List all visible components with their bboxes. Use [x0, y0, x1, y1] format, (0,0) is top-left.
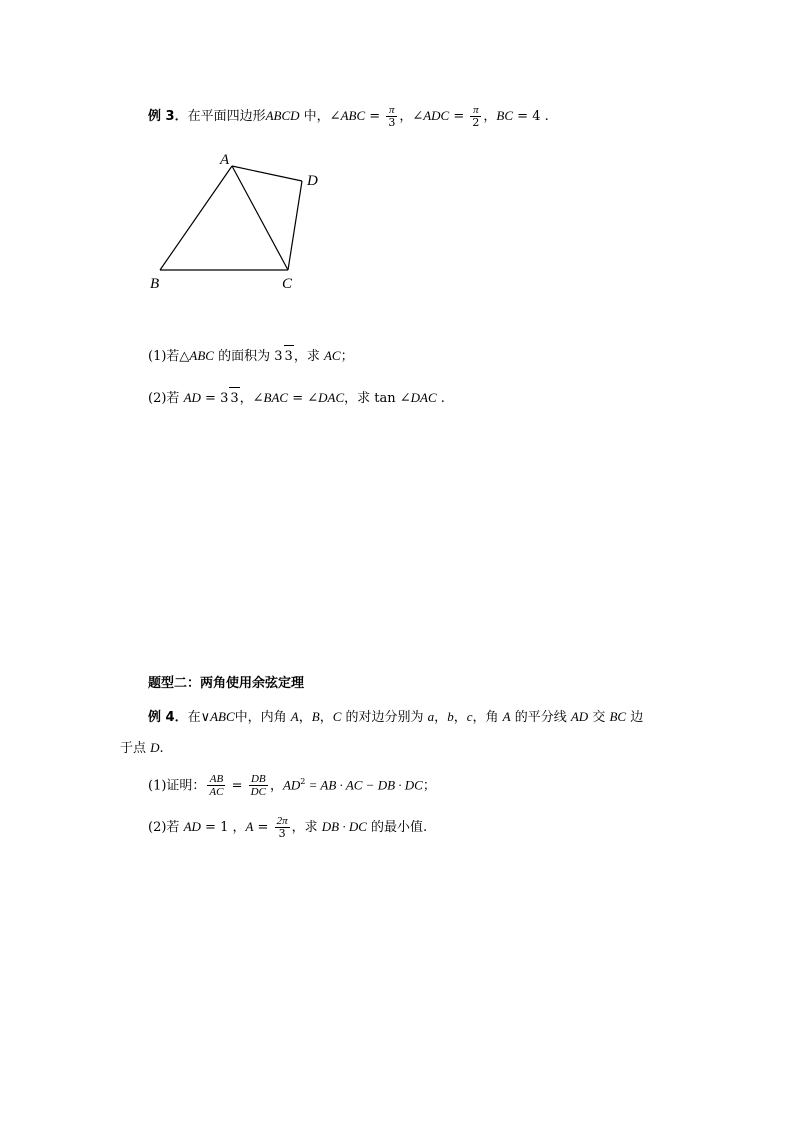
- text: ；: [422, 778, 436, 794]
- text: 中，内角: [234, 710, 291, 725]
- denominator: 3: [278, 827, 286, 840]
- triangle-abc: ABC: [189, 348, 214, 363]
- section-title: 题型二：两角使用余弦定理: [148, 676, 305, 691]
- text: =: [253, 820, 273, 835]
- question-2: [148, 387, 445, 410]
- text: ，: [319, 710, 333, 725]
- example-3-statement: [148, 104, 549, 129]
- var: B: [311, 709, 320, 724]
- text: = 1 ，: [200, 820, 246, 835]
- fraction-ab-ac: [207, 773, 225, 798]
- text: 的平分线: [510, 710, 571, 725]
- text: ，求: [293, 349, 324, 364]
- fraction-pi-2: [470, 104, 481, 129]
- var: b: [447, 709, 454, 724]
- denominator: 3: [388, 116, 396, 129]
- numerator: π: [386, 104, 397, 117]
- text: ；: [340, 349, 354, 364]
- text: ，求: [291, 820, 322, 835]
- text: ，角: [472, 710, 503, 725]
- text: 在平面四边形: [187, 109, 266, 124]
- numerator: AB: [207, 773, 225, 786]
- text: 中，∠: [299, 109, 341, 124]
- numerator: 2π: [276, 815, 288, 827]
- text: =: [227, 778, 247, 794]
- text: ，∠: [239, 391, 264, 406]
- example-4-statement: [148, 706, 643, 729]
- quadrilateral-diagram: [140, 140, 340, 300]
- var: A: [245, 819, 254, 834]
- text: ，∠: [399, 109, 424, 124]
- numerator: π: [470, 104, 481, 117]
- fraction-2pi-3: [275, 815, 290, 840]
- text: 边: [626, 710, 644, 725]
- expression: DB · DC: [321, 819, 367, 834]
- text: =: [449, 109, 469, 124]
- quad-name: ABCD: [265, 108, 300, 123]
- segment-bc: BC: [496, 108, 514, 123]
- text: .: [436, 391, 445, 406]
- text: 于点: [120, 741, 151, 756]
- example-4-label: 例 4．: [148, 710, 188, 725]
- part-1: [148, 771, 436, 798]
- triangle-abc: ABC: [210, 709, 235, 724]
- segment-bc: BC: [609, 709, 627, 724]
- var: a: [427, 709, 435, 724]
- expression: = AB · AC − DB · DC: [305, 777, 423, 793]
- text: ，: [434, 710, 448, 725]
- angle-adc: ADC: [423, 108, 450, 123]
- part-2: [148, 815, 427, 840]
- text: 的对边分别为: [341, 710, 428, 725]
- text: ，: [453, 710, 467, 725]
- text: =: [365, 109, 385, 124]
- angle-dac: DAC: [318, 390, 345, 405]
- vertex-d-label: D: [307, 173, 318, 189]
- vertex-b-label: B: [150, 276, 160, 292]
- angle-dac: DAC: [410, 390, 437, 405]
- fraction-pi-3: [386, 104, 397, 129]
- vertex-c-label: C: [282, 276, 293, 292]
- var: C: [332, 709, 342, 724]
- sqrt-3: 3: [229, 387, 239, 410]
- edge-ad: [232, 166, 302, 181]
- fraction-db-dc: [249, 773, 268, 798]
- var: D: [150, 740, 160, 755]
- text: (2)若: [148, 820, 184, 835]
- text: 在∨: [187, 710, 211, 725]
- denominator: AC: [209, 786, 224, 799]
- question-1: [148, 345, 354, 368]
- angle-abc: ABC: [340, 108, 366, 123]
- text: (1)若△: [148, 349, 190, 364]
- edge-dc: [288, 181, 302, 270]
- exponent: 2: [300, 777, 306, 786]
- segment-ad: AD: [183, 819, 201, 834]
- segment-ac: AC: [323, 348, 341, 363]
- example-3-label: 例 3．: [148, 109, 188, 124]
- text: = 4 .: [513, 109, 549, 124]
- text: 交: [588, 710, 610, 725]
- angle-bac: BAC: [263, 390, 289, 405]
- text: ，: [483, 109, 497, 124]
- denominator: DC: [250, 786, 266, 799]
- numerator: DB: [249, 773, 268, 786]
- text: .: [159, 741, 164, 756]
- segment-ad: AD: [282, 777, 301, 793]
- sqrt-3: 3: [284, 345, 294, 368]
- text: ，: [298, 710, 312, 725]
- text: = ∠: [288, 391, 319, 406]
- vertex-a-label: A: [220, 152, 230, 168]
- text: (1)证明：: [148, 778, 206, 794]
- text: 的面积为 3: [213, 349, 283, 364]
- text: ，求 tan ∠: [344, 391, 411, 406]
- text: = 3: [200, 391, 229, 406]
- edge-ab: [160, 166, 232, 270]
- var: c: [466, 709, 473, 724]
- segment-ad: AD: [570, 709, 589, 724]
- text: (2)若: [148, 391, 184, 406]
- var: A: [290, 709, 299, 724]
- example-4-statement-cont: [120, 737, 164, 760]
- text: ，: [269, 778, 283, 794]
- var: A: [502, 709, 511, 724]
- denominator: 2: [472, 116, 480, 129]
- text: 的最小值.: [366, 820, 428, 835]
- segment-ad: AD: [183, 390, 201, 405]
- edge-ac: [232, 166, 288, 270]
